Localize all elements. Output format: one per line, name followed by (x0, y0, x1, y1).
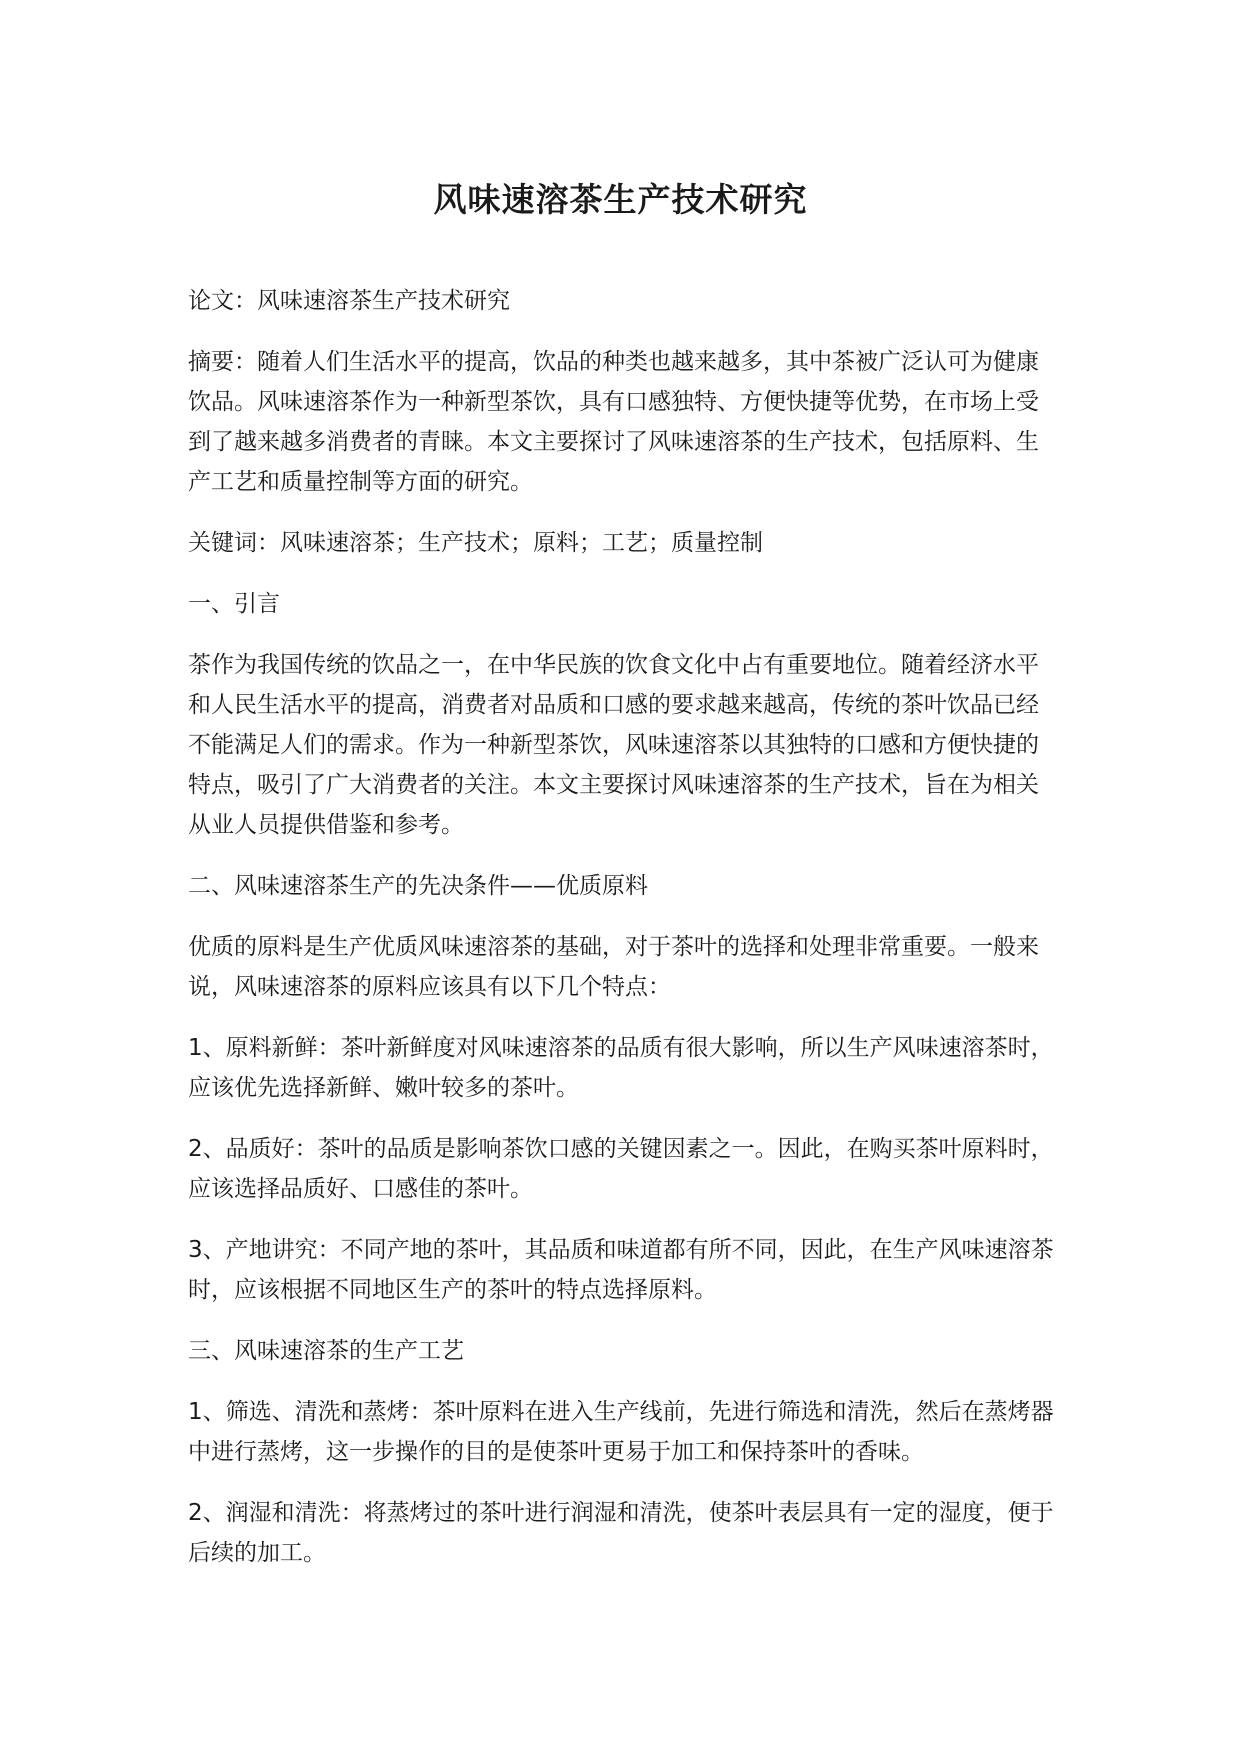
document-title: 风味速溶茶生产技术研究 (433, 180, 808, 219)
list-item: 2、品质好：茶叶的品质是影响茶饮口感的关键因素之一。因此，在购买茶叶原料时，应该选择品质好、口感佳的茶叶。 (188, 1136, 1054, 1202)
section-heading-production-process: 三、风味速溶茶的生产工艺 (188, 1338, 464, 1364)
list-item: 3、产地讲究：不同产地的茶叶，其品质和味道都有所不同，因此，在生产风味速溶茶时，应该根据不同地区生产的茶叶的特点选择原料。 (188, 1237, 1054, 1303)
raw-materials-paragraph: 优质的原料是生产优质风味速溶茶的基础，对于茶叶的选择和处理非常重要。一般来说，风味速溶茶的原料应该具有以下几个特点： (188, 934, 1039, 1000)
document-body (188, 281, 1054, 1594)
abstract-paragraph: 摘要：随着人们生活水平的提高，饮品的种类也越来越多，其中茶被广泛认可为健康饮品。风味速溶茶作为一种新型茶饮，具有口感独特、方便快捷等优势，在市场上受到了越来越多消费者的青睐。本文主要探讨了风味速溶茶的生产技术，包括原料、生产工艺和质量控制等方面的研究。 (188, 349, 1039, 495)
section-heading-raw-materials: 二、风味速溶茶生产的先决条件——优质原料 (188, 873, 648, 899)
paper-label: 论文：风味速溶茶生产技术研究 (188, 288, 510, 314)
list-item: 1、原料新鲜：茶叶新鲜度对风味速溶茶的品质有很大影响，所以生产风味速溶茶时，应该优先选择新鲜、嫩叶较多的茶叶。 (188, 1035, 1054, 1101)
introduction-paragraph: 茶作为我国传统的饮品之一，在中华民族的饮食文化中占有重要地位。随着经济水平和人民生活水平的提高，消费者对品质和口感的要求越来越高，传统的茶叶饮品已经不能满足人们的需求。作为一种新型茶饮，风味速溶茶以其独特的口感和方便快捷的特点，吸引了广大消费者的关注。本文主要探讨风味速溶茶的生产技术，旨在为相关从业人员提供借鉴和参考。 (188, 652, 1039, 838)
list-item: 1、筛选、清洗和蒸烤：茶叶原料在进入生产线前，先进行筛选和清洗，然后在蒸烤器中进行蒸烤，这一步操作的目的是使茶叶更易于加工和保持茶叶的香味。 (188, 1399, 1054, 1465)
list-item: 2、润湿和清洗：将蒸烤过的茶叶进行润湿和清洗，使茶叶表层具有一定的湿度，便于后续的加工。 (188, 1500, 1054, 1566)
keywords-paragraph: 关键词：风味速溶茶；生产技术；原料；工艺；质量控制 (188, 530, 763, 556)
section-heading-introduction: 一、引言 (188, 591, 280, 617)
